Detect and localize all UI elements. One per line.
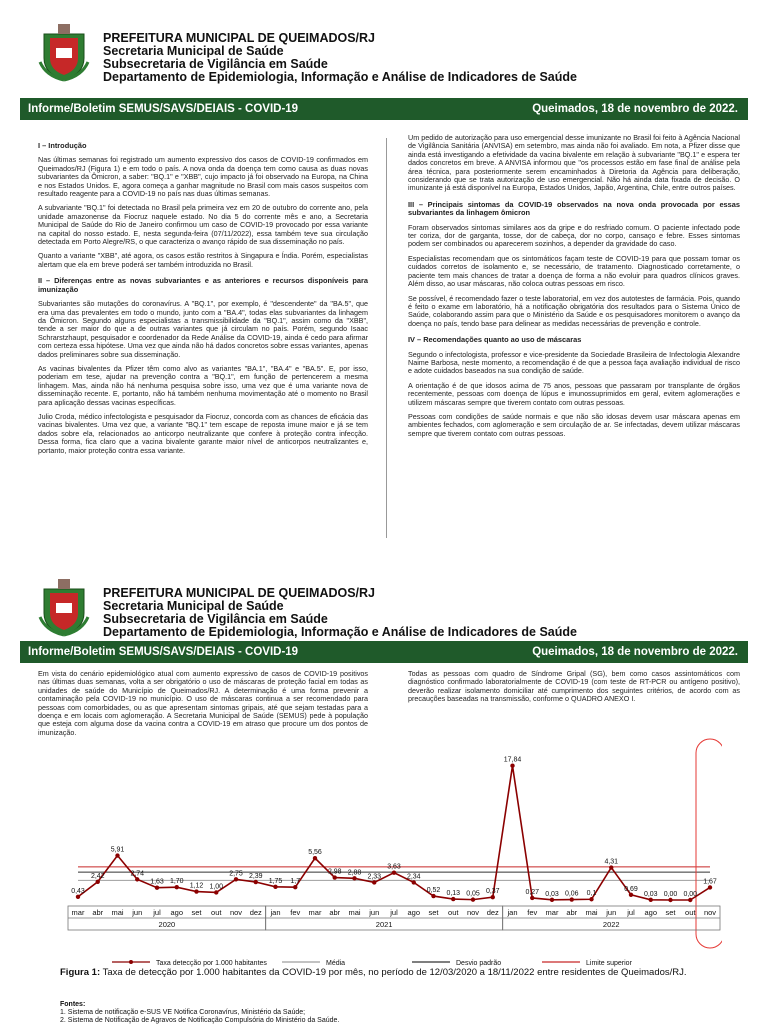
data-point [293, 885, 297, 889]
month-tick: jun [369, 908, 380, 917]
month-tick: fev [290, 908, 301, 917]
month-tick: ago [407, 908, 421, 917]
data-point [451, 897, 455, 901]
band-date: Queimados, 18 de novembro de 2022. [532, 646, 738, 658]
month-tick: mai [348, 908, 361, 917]
paragraph: Todas as pessoas com quadro de Síndrome Gripal (SG), bem como casos assintomáticos com diagnóstico confirmado laboratorialmente de COVID-19 (com teste de RT-PCR ou antígeno positivo), deverão realizar isolamento domiciliar até cumprimento dos seguintes critérios, de acordo com as precauções baseadas na transmissão, conforme o QUADRO ANEXO I. [408, 669, 740, 704]
data-label: 1,7 [290, 878, 301, 886]
month-tick: mar [71, 908, 85, 917]
year-label: 2022 [602, 920, 620, 929]
data-label: 0,03 [545, 890, 559, 898]
month-tick: dez [249, 908, 262, 917]
page-header [0, 0, 768, 95]
data-label: 2,42 [90, 872, 105, 880]
data-point [431, 894, 435, 898]
page-header [0, 555, 768, 650]
paragraph: A orientação é de que idosos acima de 75 anos, pessoas que passaram por transplante de órgãos recentemente, pessoas com doença de lúpus e imunossuprimidos em geral, evitem aglomerações e utilizem máscaras sempre que tiverem contato com outras pessoas. [408, 380, 740, 407]
data-label: 2,75 [229, 870, 243, 878]
column-divider [386, 138, 387, 538]
data-point [76, 895, 80, 899]
data-point [649, 898, 653, 902]
data-label: 0,43 [71, 887, 85, 895]
year-label: 2020 [158, 920, 176, 929]
data-point [352, 876, 356, 880]
header-line-2: Secretaria Municipal de Saúde [103, 44, 284, 58]
data-label: 0,06 [564, 890, 579, 898]
paragraph: Quanto a variante "XBB", até agora, os casos estão restritos à Singapura e Índia. Porém, especialistas alertam que ela em breve poderá ser também introduzida no Brasil. [38, 251, 368, 269]
paragraph: Nas últimas semanas foi registrado um aumento expressivo dos casos de COVID-19 confirmados em Queimados/RJ (Figura 1) e em todo o país. A nova onda da doença tem como causa as duas novas subvariantes da Ômicron, a saber: "BQ.1" e "XBB", cujo impacto já foi observado na Europa, na China e nos Estados Unidos. E, agora começa a ganhar magnitude no Brasil com mais casos suspeitos com resultado reagente para a COVID-19 no país nas duas últimas semanas. [38, 155, 368, 199]
data-label: 0,52 [426, 887, 441, 895]
header-titles [103, 587, 577, 639]
data-point [570, 897, 574, 901]
page1-right-column [408, 134, 740, 444]
info-band [20, 98, 748, 120]
month-tick: jan [270, 908, 281, 917]
month-tick: set [428, 908, 439, 917]
month-tick: abr [329, 908, 341, 917]
data-label: 0,00 [663, 891, 678, 898]
data-point [688, 898, 692, 902]
header-line-2: Secretaria Municipal de Saúde [103, 599, 284, 613]
page-2 [0, 555, 768, 1024]
data-point [550, 898, 554, 902]
legend-mean-label: Média [326, 960, 346, 967]
month-tick: jul [153, 908, 161, 917]
caption-text: Taxa de detecção por 1.000 habitantes da COVID-19 por mês, no período de 12/03/2020 a 18/11/2022 entre residentes de Queimados/RJ. [100, 967, 687, 978]
header-line-1: PREFEITURA MUNICIPAL DE QUEIMADOS/RJ [103, 586, 376, 600]
header-line-4: Departamento de Epidemiologia, Informação e Análise de Indicadores de Saúde [103, 625, 577, 639]
data-label: 5,91 [110, 846, 125, 854]
section-heading: IV – Recomendações quanto ao uso de máscaras [408, 335, 582, 345]
paragraph: Um pedido de autorização para uso emergencial desse imunizante no Brasil foi feito à Agência Nacional de Vigilância Sanitária (ANVISA) em setembro, mas ainda não foi avaliado. Em nota, a Pfizer disse que ainda está investigando a efetividade da vacina bivalente em relação à subvariante "BQ.1" e espera ter dados concretos em breve. A ANVISA informou que "os processos estão em fase final de análise pela área técnica, para posteriormente serem encaminhados à Diretoria da Agência para deliberação, considerando que se trata autorização de uso emergencial. Não há ainda data fixada de decisão. O imunizante já está disponível na Europa, Estados Unidos, Japão, Argentina, Chile, entre outros países. [408, 133, 740, 193]
paragraph: Em vista do cenário epidemiológico atual com aumento expressivo de casos de COVID-19 positivos nas últimas duas semanas, volta a ser obrigatório o uso de máscaras de proteção facial em todas as unidades de saúde do Município de Queimados/RJ. A determinação é uma forma prevenir a contaminação pela COVID-19 no município. O uso de máscaras continua a ser recomendado para pessoas com comorbidades, ou as que apresentam sintomas gripais, até que sejam testadas para a doença e em locais com aglomeração. A Secretaria Municipal de Saúde (SEMUS) pede à população que esteja com alguma dose da vacina contra a COVID-19 em atraso que procure um dos pontos de imunização. [38, 669, 368, 737]
data-label: 0,37 [485, 888, 500, 896]
legend-upper-limit-label: Limite superior [586, 960, 632, 967]
data-point [491, 895, 495, 899]
month-tick: jun [606, 908, 617, 917]
data-label: 1,12 [189, 882, 204, 890]
section-heading: III – Principais sintomas da COVID-19 observados na nova onda provocada por essas subvariantes da linhagem ômicron [408, 199, 740, 218]
data-point [412, 880, 416, 884]
data-label: 2,39 [248, 873, 263, 881]
data-point [194, 889, 198, 893]
month-tick: jun [132, 908, 143, 917]
source-item: 2. Sistema de Notificação de Agravos de Notificação Compulsória do Ministério da Saúde. [60, 1017, 340, 1024]
paragraph: A subvariante "BQ.1" foi detectada no Brasil pela primeira vez em 20 de outubro do corrente ano, pela unidade amazonense da Fiocruz naquele estado. No dia 5 do corrente mês e ano, a Secretaria Municipal de Saúde do Rio de Janeiro confirmou um caso de COVID-19 provocado por essa variante na capital do nosso estado. E, nesta segunda-feira (07/11/2022), essa também teve sua circulação detectada em Porto Alegre/RS, o que caracteriza o avanço rápido de sua disseminação no país. [38, 203, 368, 247]
data-point [392, 870, 396, 874]
month-tick: ago [170, 908, 184, 917]
figure-caption [60, 967, 720, 978]
month-tick: abr [566, 908, 578, 917]
data-point [313, 856, 317, 860]
data-point [273, 885, 277, 889]
band-title: Informe/Boletim SEMUS/SAVS/DEIAIS - COVID-19 [28, 103, 299, 115]
month-tick: out [211, 908, 222, 917]
header-line-4: Departamento de Epidemiologia, Informação e Análise de Indicadores de Saúde [103, 70, 577, 84]
legend-series-label: Taxa detecção por 1.000 habitantes [156, 960, 267, 967]
header-line-3: Subsecretaria de Vigilância em Saúde [103, 57, 328, 71]
data-point [589, 897, 593, 901]
data-label: 0,05 [466, 890, 480, 898]
data-label: 17,84 [503, 756, 522, 764]
month-tick: set [191, 908, 202, 917]
data-label: 0,69 [624, 885, 638, 893]
sources [60, 1001, 720, 1025]
paragraph: Especialistas recomendam que os sintomáticos façam teste de COVID-19 para que possam tomar os cuidados corretos de isolamento e, se necessário, de tratamento. Diagnosticado corretamente, o paciente tem mais chances de tratar a doença de forma a não evoluir para quadros clínicos graves. Além disso, ao usar máscaras, não coloca outras pessoas em risco. [408, 253, 740, 289]
month-tick: nov [703, 908, 717, 917]
data-label: 2,74 [130, 870, 145, 878]
month-tick: set [665, 908, 676, 917]
data-point [530, 896, 534, 900]
month-tick: ago [644, 908, 658, 917]
month-tick: nov [466, 908, 480, 917]
month-tick: dez [486, 908, 499, 917]
data-point [254, 880, 258, 884]
month-tick: mar [308, 908, 322, 917]
paragraph: Subvariantes são mutações do coronavírus. A "BQ.1", por exemplo, é "descendente" da "BA.5", que era uma das prevalentes em todo o mundo, junto com a "BA.4", todas elas subvariantes da linhagem da Ômicron. Segundo alguns especialistas a transmissibilidade da "BQ.1", assim como da "XBB", tende a ser maior do que a de outras variantes que já circulam no país. Porém, segundo Isaac Schrarstzhaupt, pesquisador e coordenador da Rede Análise da COVID-19, ainda é cedo para afirmar com certeza essa hipótese. Uma vez que ainda não há dados concretos sobre essas variantes, apenas dados preliminares sobre sua disseminação. [38, 299, 368, 359]
data-label: 0,00 [683, 891, 698, 898]
header-titles [103, 32, 577, 84]
data-label: 0,13 [446, 890, 461, 898]
section-heading: I – Introdução [38, 141, 87, 150]
band-title: Informe/Boletim SEMUS/SAVS/DEIAIS - COVID-19 [28, 646, 299, 658]
legend-std-dev-label: Desvio padrão [456, 960, 502, 967]
month-tick: out [448, 908, 459, 917]
data-point [333, 875, 337, 879]
month-tick: jul [627, 908, 635, 917]
data-point [708, 885, 712, 889]
band-date: Queimados, 18 de novembro de 2022. [532, 103, 738, 115]
section-heading: II – Diferenças entre as novas subvariantes e as anteriores e recursos disponíveis para imunização [38, 276, 368, 294]
data-point [629, 893, 633, 897]
paragraph: Pessoas com condições de saúde normais e que não são idosas devem usar máscara apenas em ambientes fechados, com aglomeração e sem circulação de ar. Se infectadas, devem utilizar máscaras sempre que tiverem contato com outras pessoas. [408, 411, 740, 438]
data-label: 2,88 [347, 869, 362, 877]
data-label: 0,27 [525, 888, 540, 896]
month-tick: nov [229, 908, 243, 917]
data-point [234, 877, 238, 881]
data-label: 2,34 [406, 873, 421, 881]
data-point [155, 886, 159, 890]
paragraph: Foram observados sintomas similares aos da gripe e do resfriado comum. O paciente infectado pode ter coriza, dor de garganta, tosse, dor de cabeça, dor no corpo, cansaço e febre. Esses sintomas podem ser combinados ou aparecerem sozinhos, a depender da gravidade do caso. [408, 222, 740, 249]
data-point [668, 898, 672, 902]
month-tick: abr [92, 908, 104, 917]
legend-series-marker [129, 960, 133, 964]
caption-label: Figura 1: [60, 967, 101, 978]
data-label: 5,56 [308, 849, 322, 857]
paragraph: Julio Croda, médico infectologista e pesquisador da Fiocruz, concorda com as chances de eficácia das vacinas bivalentes. Uma vez que, a variante "BQ.1" tem escape de reposta imune maior e já se tem dados sobre ela, relacionados ao anticorpo neutralizante que confere à proteção contra infecção. Dessa forma, fica claro que a vacina bivalente garante maior nível de anticorpos neutralizantes e, portanto, maior proteção contra essa variante. [38, 411, 368, 455]
header-line-1: PREFEITURA MUNICIPAL DE QUEIMADOS/RJ [103, 31, 376, 45]
data-point [214, 890, 218, 894]
data-label: 0,1 [586, 890, 597, 898]
month-tick: jul [390, 908, 398, 917]
month-tick: mar [545, 908, 559, 917]
data-point [115, 853, 119, 857]
data-label: 1,63 [150, 878, 164, 886]
data-label: 4,31 [604, 858, 619, 866]
data-point [135, 877, 139, 881]
month-tick: mai [111, 908, 124, 917]
paragraph: As vacinas bivalentes da Pfizer têm como alvo as variantes "BA.1", "BA.4" e "BA.5". E, por isso, poderiam em tese, ajudar na prevenção contra a "BQ.1", em função de pertencerem a mesma linhagem. Mas, ainda não há nenhuma pesquisa sobre isso, uma vez que é uma variante nova de disseminação recente. E, portanto, não há também nenhuma movimentação até o momento no Brasil para aplicação dessas vacinas específicas. [38, 363, 368, 407]
month-tick: jan [507, 908, 518, 917]
data-label: 1,75 [268, 877, 283, 885]
month-tick: fev [527, 908, 538, 917]
year-label: 2021 [375, 920, 393, 929]
data-label: 1,70 [169, 878, 184, 886]
header-line-3: Subsecretaria de Vigilância em Saúde [103, 612, 328, 626]
coat-of-arms-icon [36, 573, 92, 637]
source-item: 1. Sistema de notificação e-SUS VE Notifica Coronavírus, Ministério da Saúde; [60, 1009, 306, 1016]
data-label: 3,63 [387, 863, 401, 871]
paragraph: Segundo o infectologista, professor e vice-presidente da Sociedade Brasileira de Infectologia Alexandre Naime Barbosa, neste momento, a recomendação é de que a pessoa faça avaliação individual de risco e adote cuidados baseados na sua condição de saúde. [408, 349, 740, 376]
coat-of-arms-icon [36, 18, 92, 82]
data-label: 2,33 [367, 873, 382, 881]
data-label: 1,67 [703, 878, 717, 886]
month-tick: out [685, 908, 696, 917]
covid-detection-chart [62, 735, 722, 975]
data-label: 1,00 [209, 883, 224, 891]
data-point [510, 764, 514, 768]
paragraph: Se possível, é recomendado fazer o teste laboratorial, em vez dos autotestes de farmácia. Pois, quando é feito o exame em laboratório, há a notificação obrigatória dos resultados para o Sistema Único de Saúde, colaborando assim para que o Ministério da Saúde e os pesquisadores monitorem o avanço da doença no país, tendo base para delinear as medidas necessárias de prevenção e controle. [408, 293, 740, 328]
page1-left-column [38, 134, 368, 461]
data-point [175, 885, 179, 889]
data-point [372, 880, 376, 884]
data-point [96, 880, 100, 884]
page2-right-text [408, 670, 740, 710]
info-band [20, 641, 748, 663]
data-point [609, 865, 613, 869]
data-point [471, 897, 475, 901]
month-tick: mai [585, 908, 598, 917]
data-label: 0,03 [643, 890, 658, 898]
sources-title: Fontes: [60, 1001, 86, 1008]
page2-left-text [38, 670, 368, 743]
data-label: 2,98 [327, 868, 342, 876]
